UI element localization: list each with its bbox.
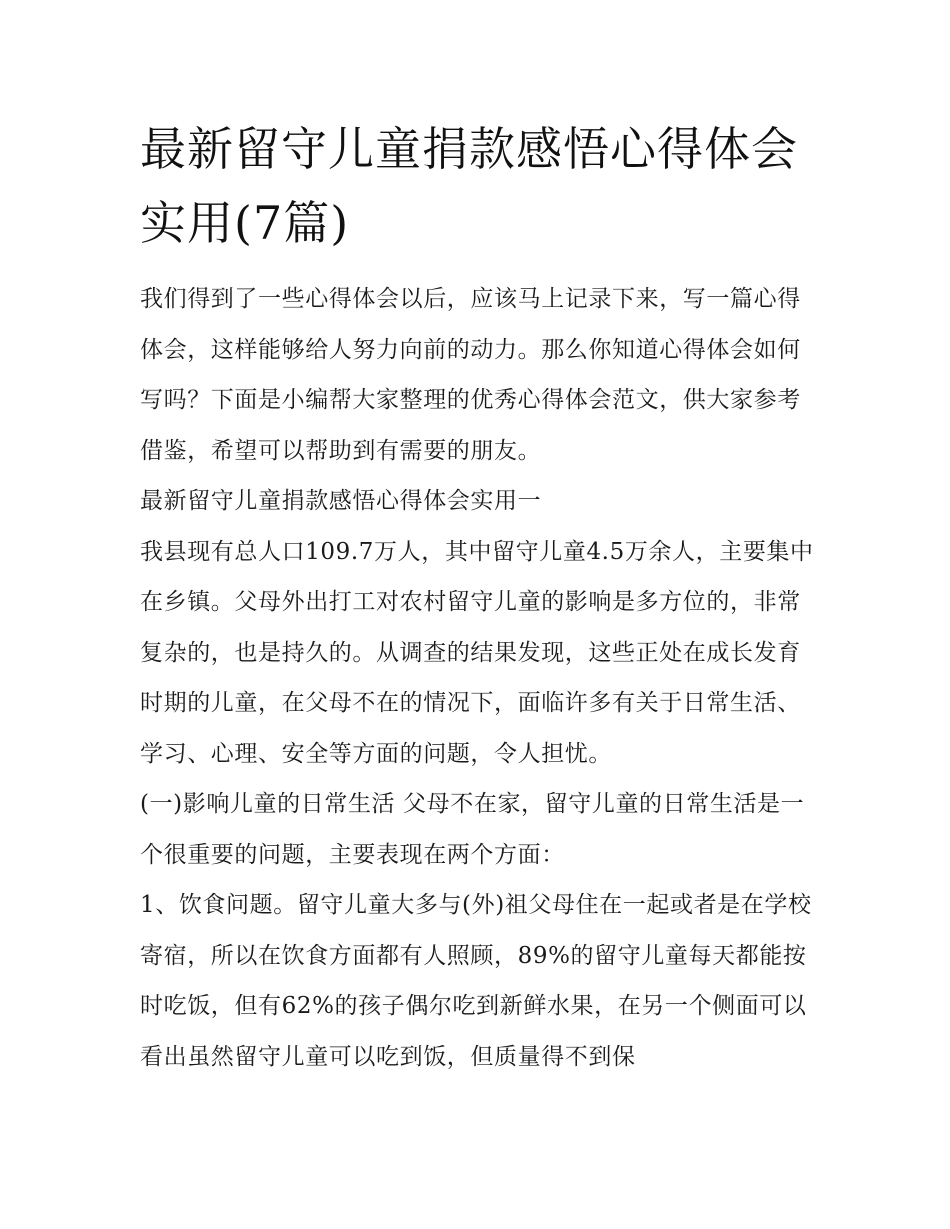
document-title: 最新留守儿童捐款感悟心得体会实用(7篇) xyxy=(140,122,798,250)
intro-paragraph: 我们得到了一些心得体会以后，应该马上记录下来，写一篇心得体会，这样能够给人努力向前的动力。那么你知道心得体会如何写吗？下面是小编帮大家整理的优秀心得体会范文，供大家参考借鉴，希望可以帮助到有需要的朋友。 xyxy=(140,286,801,464)
body-paragraph: 1、饮食问题。留守儿童大多与(外)祖父母住在一起或者是在学校寄宿，所以在饮食方面都有人照顾，89%的留守儿童每天都能按时吃饭，但有62%的孩子偶尔吃到新鲜水果，在另一个侧面可以看出虽然留守儿童可以吃到饭，但质量得不到保 xyxy=(140,892,812,1070)
body-paragraph: 我县现有总人口109.7万人，其中留守儿童4.5万余人，主要集中在乡镇。父母外出打工对农村留守儿童的影响是多方位的，非常复杂的，也是持久的。从调查的结果发现，这些正处在成长发育时期的儿童，在父母不在的情况下，面临许多有关于日常生活、学习、心理、安全等方面的问题，令人担忧。 xyxy=(140,538,814,767)
document-body xyxy=(140,112,815,1082)
body-paragraph: (一)影响儿童的日常生活 父母不在家，留守儿童的日常生活是一个很重要的问题，主要表现在两个方面： xyxy=(140,791,805,868)
section-heading: 最新留守儿童捐款感悟心得体会实用一 xyxy=(140,488,542,514)
